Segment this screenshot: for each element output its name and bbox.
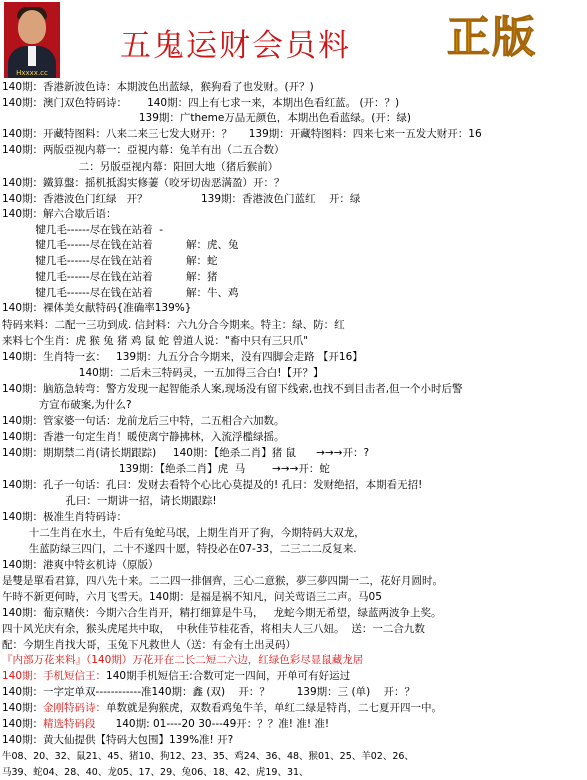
line-text: 140期：两版亞视内幕一：亞視内幕：兔羊有出（二五合数） xyxy=(2,144,285,156)
line-text: 马39、蛇04、28、40、龙05、17、29、兔06、18、42、虎19、31、 xyxy=(2,767,309,778)
line-text: 『内部万花来料』（140期）万花开在二长二短二六边，红绿色彩尽显鼠藏龙居 xyxy=(2,654,364,666)
line-text: 二：另版亞视内幕：阳回大地（猪后猴前） xyxy=(2,161,279,173)
text-line xyxy=(2,622,425,637)
line-text: 140期：香港一句定生肖！暖使离宁静拂林，入流浮檻绿摇。 xyxy=(2,431,285,443)
line-extra: 140期: 01----20 30---49开：？？准! 准! 准! xyxy=(95,718,330,730)
text-line xyxy=(2,590,382,605)
text-line xyxy=(2,606,442,621)
line-text: 140期：生肖特一玄： 139期：九五分合今期来，没有四脚会走路 【开16】 xyxy=(2,351,363,363)
text-line xyxy=(2,398,132,413)
text-line xyxy=(2,685,415,700)
text-line xyxy=(2,238,239,253)
authentic-badge: 正版 xyxy=(447,13,537,63)
text-line xyxy=(2,160,278,175)
photo-face xyxy=(18,10,46,44)
line-text: 140期： xyxy=(2,718,44,730)
text-line xyxy=(2,176,285,191)
line-text: 140期：手机短信王： xyxy=(2,670,107,682)
line-text: 140期：期期禁二肖(请长期跟踪) 140期：【绝杀二肖】猪 鼠 →→→开：? xyxy=(2,447,370,459)
text-line xyxy=(2,96,399,111)
text-line xyxy=(2,301,191,316)
line-highlight: 精选特码段 xyxy=(43,718,96,730)
line-text: 生蓝防绿三四门，二十不遂四十愿，特投必在07-33，二三二二反复来. xyxy=(2,543,357,555)
line-text: 140期：管家婆一句话：龙前龙后三中特，二五相合六加数。 xyxy=(2,415,285,427)
text-line xyxy=(2,286,239,301)
line-text: 140期：孔子一句话：孔曰：发财去看特个心比心莫提及的! 孔曰：发财绝招，本期看无招! xyxy=(2,479,423,491)
line-extra: 140期手机短信王:合数可定一四间，开单可有好运过 xyxy=(106,670,351,682)
text-line xyxy=(2,80,314,95)
line-text: 配：今期生肖找大哥，玉兔下凡救世人（送：有金有土出灵码） xyxy=(2,639,296,651)
line-text: 方宣布破案,为什么? xyxy=(2,399,132,411)
line-text: 午時不新更何時，六月飞雪天。140期：是福是祸不知凡，问关莺语三二声。马05 xyxy=(2,591,382,603)
line-text: 140期：解六合歇后语： xyxy=(2,208,117,220)
text-line xyxy=(2,350,363,365)
text-line xyxy=(2,653,363,668)
text-line xyxy=(2,414,285,429)
line-text: 四十风光庆有余，猴头虎尾共中取， 中秋佳节桂花香，将相夫人三八妞。 送：一二合九数 xyxy=(2,623,425,635)
host-photo xyxy=(4,2,60,78)
line-text: 140期：二后未三特码灵，一五加得三合白!【开？】 xyxy=(2,367,324,379)
text-line xyxy=(2,749,414,764)
line-text: 140期：极准生肖特码诗： xyxy=(2,511,128,523)
line-text: 犍几毛------尽在钱在站着 解：牛、鸡 xyxy=(2,287,239,299)
line-highlight: 金刚特码诗： xyxy=(43,702,107,714)
line-text: 140期： xyxy=(2,702,44,714)
text-line xyxy=(2,717,329,732)
line-text: 139期：【绝杀二肖】虎 马 →→→开：蛇 xyxy=(2,463,330,475)
photo-tag: Hxxxx.cc xyxy=(16,69,48,77)
text-line xyxy=(2,207,117,222)
text-line xyxy=(2,192,360,207)
text-line xyxy=(2,334,308,349)
line-text: 十二生肖在水土，牛后有兔蛇马氓，上期生肖开了狗，今期特码大双龙， xyxy=(2,527,365,539)
text-line xyxy=(2,462,330,477)
line-text: 牛08、20、32、鼠21、45、猪10、狗12、23、35、鸡24、36、48、猴01、25、羊02、26、 xyxy=(2,751,414,762)
line-text: 特码来料：二配一三功到成. 信封料：六九分合今期来。特主：绿、防：红 xyxy=(2,319,345,331)
text-line xyxy=(2,558,159,573)
line-text: 是雙是單看君算，四八先十来。二二四一排個齊，三心二意猴，夢三夢四開一二，花好月圆时。 xyxy=(2,575,443,587)
line-text: 140期：裸体美女献特码{准确率139%} xyxy=(2,302,192,314)
text-line xyxy=(2,382,463,397)
line-text: 140期：开藏特图料：八来二来三七发大财开：？ 139期：开藏特图料：四来七来一五发大财开：16 xyxy=(2,128,482,140)
line-text: 140期：黄大仙提供【特码大包围】139%准! 开? xyxy=(2,734,234,746)
text-line xyxy=(2,270,218,285)
text-line xyxy=(2,510,127,525)
line-text: 140期：鐵算盤：摇机抵潟实修萋（咬牙切齿恶满盈）开：？ xyxy=(2,177,285,189)
page-header xyxy=(0,0,587,80)
text-line xyxy=(2,733,233,748)
text-line xyxy=(2,446,369,461)
text-line xyxy=(2,478,422,493)
text-line xyxy=(2,669,350,684)
line-text: 犍几毛------尽在钱在站着 - xyxy=(2,224,164,236)
text-line xyxy=(2,574,443,589)
text-line xyxy=(2,318,345,333)
line-text: 犍几毛------尽在钱在站着 解：猪 xyxy=(2,271,218,283)
text-line xyxy=(2,701,442,716)
text-line xyxy=(2,430,285,445)
text-line xyxy=(2,526,365,541)
text-line xyxy=(2,765,309,780)
line-text: 139期：广theme万品无颜色，本期出色看蓝绿。(开：绿) xyxy=(2,112,411,124)
text-line xyxy=(2,111,411,126)
photo-shirt xyxy=(28,46,36,66)
text-line xyxy=(2,494,217,509)
line-text: 140期：一字定单双------------准140期：鑫 (双) 开：？ 139期：三 (单) 开：？ xyxy=(2,686,416,698)
line-text: 孔曰：一期讲一招，请长期跟踪! xyxy=(2,495,217,507)
line-text: 来料七个生肖：虎 猴 兔 猪 鸡 鼠 蛇 曾道人说："畜中只有三只爪" xyxy=(2,335,309,347)
text-line xyxy=(2,223,163,238)
text-line xyxy=(2,366,324,381)
text-line xyxy=(2,143,285,158)
page-title: 五鬼运财会员料 xyxy=(120,28,351,64)
line-text: 140期：港爽中特玄机诗（原版） xyxy=(2,559,159,571)
line-text: 140期：脑筋急转弯：警方发现一起智能杀人案,现场没有留下线索,也找不到目击者,但一个小时后警 xyxy=(2,383,463,395)
text-line xyxy=(2,542,357,557)
text-line xyxy=(2,638,296,653)
line-text: 140期：葡京赌侠：今期六合生肖开，精打细算是牛马， 龙蛇今期无希望，绿蓝两波争上奖。 xyxy=(2,607,442,619)
text-line xyxy=(2,254,218,269)
line-text: 140期：香港波色门红绿 开？ 139期：香港波色门蓝红 开：绿 xyxy=(2,193,361,205)
line-text: 140期：澳门双色特码诗： 140期：四上有七求一来，本期出色看红蓝。 (开：？) xyxy=(2,97,400,109)
line-text: 犍几毛------尽在钱在站着 解：虎、兔 xyxy=(2,239,239,251)
text-line xyxy=(2,127,482,142)
line-text: 140期：香港新波色诗：本期波色出蓝绿，猴狗看了也发财。(开？) xyxy=(2,81,314,93)
line-extra: 单数就是狗猴虎，双数看鸡兔牛羊，单红二绿是特肖，二七夏开四一中。 xyxy=(106,702,443,714)
line-text: 犍几毛------尽在钱在站着 解：蛇 xyxy=(2,255,218,267)
